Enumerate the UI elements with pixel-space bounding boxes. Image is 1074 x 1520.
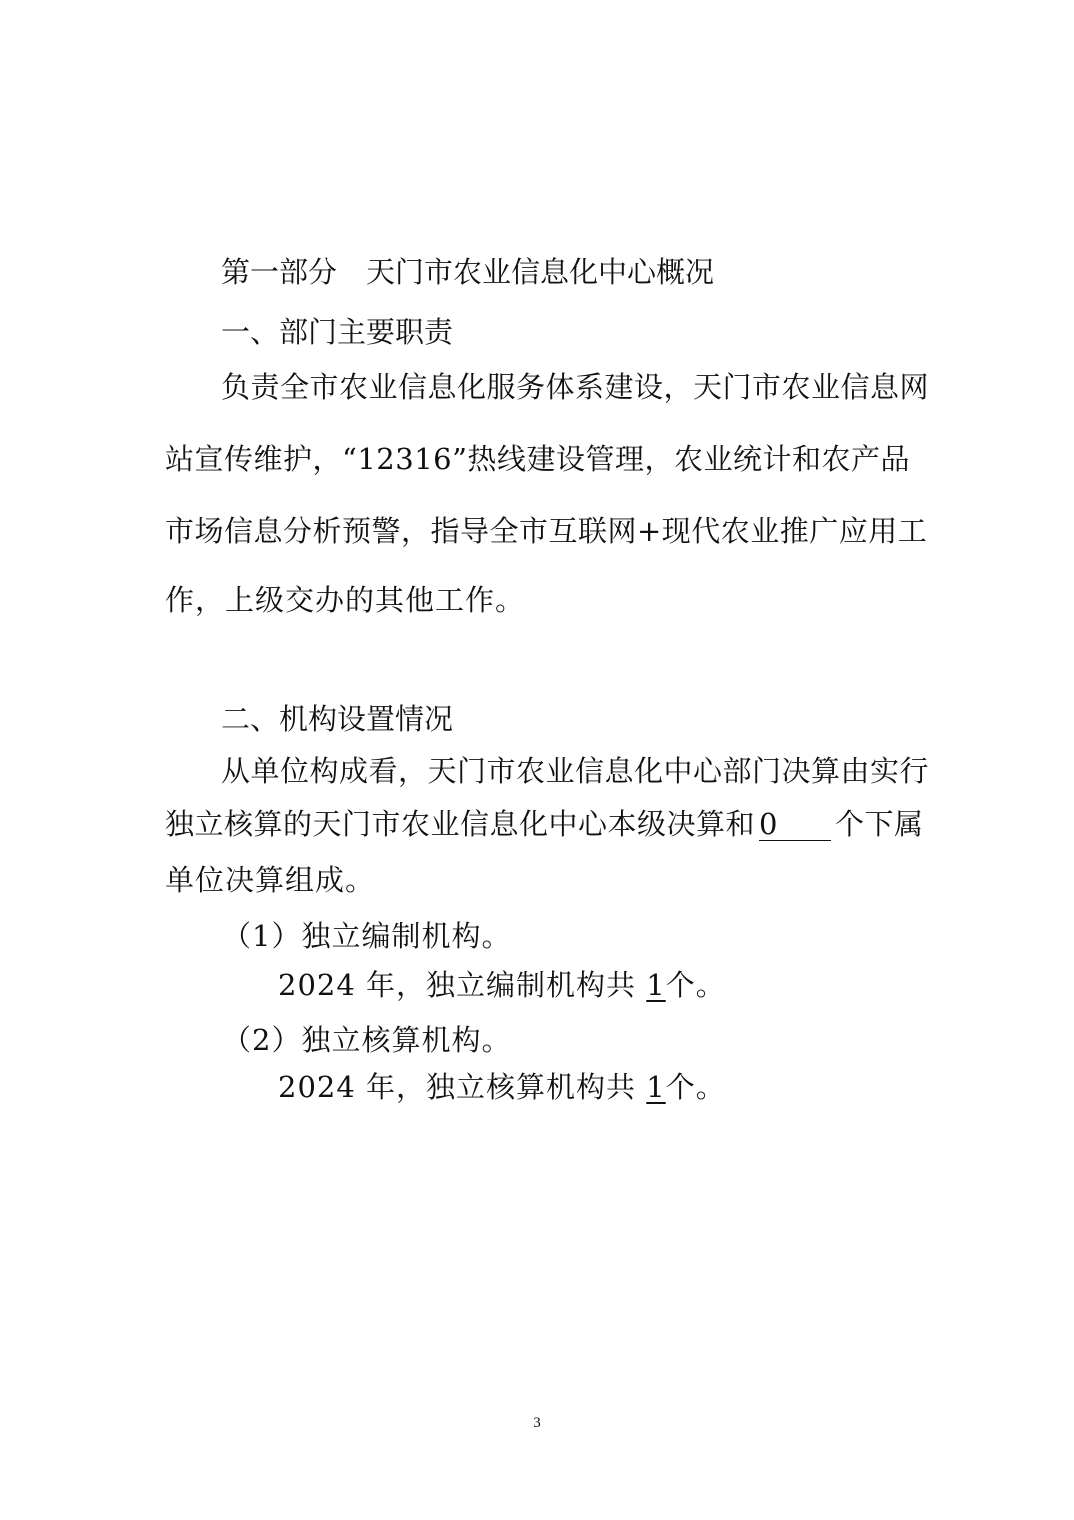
item2-detail-text: 2024 年，独立核算机构共 [278,1070,647,1104]
section-title: 第一部分 天门市农业信息化中心概况 [221,255,715,289]
item1-detail-text: 2024 年，独立编制机构共 [278,968,647,1002]
section2-paragraph-line-3: 单位决算组成。 [165,863,376,897]
item2-label: （2）独立核算机构。 [222,1023,512,1057]
section1-paragraph-line-1: 负责全市农业信息化服务体系建设，天门市农业信息网 [221,370,930,404]
subordinate-count: 0 [759,808,831,841]
section2-line2-suffix: 个下属 [835,807,924,841]
section1-paragraph-line-4: 作，上级交办的其他工作。 [165,583,526,617]
item2-detail [278,1069,1023,1105]
section2-paragraph-line-2 [165,806,924,842]
section1-heading: 一、部门主要职责 [221,315,454,349]
section2-line2-text: 独立核算的天门市农业信息化中心本级决算和 [165,807,756,841]
item1-detail-suffix: 个。 [665,968,726,1002]
item1-detail [278,967,1023,1003]
item1-count: 1 [646,968,666,1002]
section1-paragraph-line-3: 市场信息分析预警，指导全市互联网+现代农业推广应用工 [165,514,928,548]
item2-detail-suffix: 个。 [665,1070,726,1104]
section1-paragraph-line-2: 站宣传维护，“12316”热线建设管理，农业统计和农产品 [165,442,910,476]
page-number: 3 [533,1415,541,1431]
item2-count: 1 [646,1070,666,1104]
section2-heading: 二、机构设置情况 [221,702,454,736]
section2-paragraph-line-1: 从单位构成看，天门市农业信息化中心部门决算由实行 [221,754,930,788]
item1-label: （1）独立编制机构。 [222,919,512,953]
